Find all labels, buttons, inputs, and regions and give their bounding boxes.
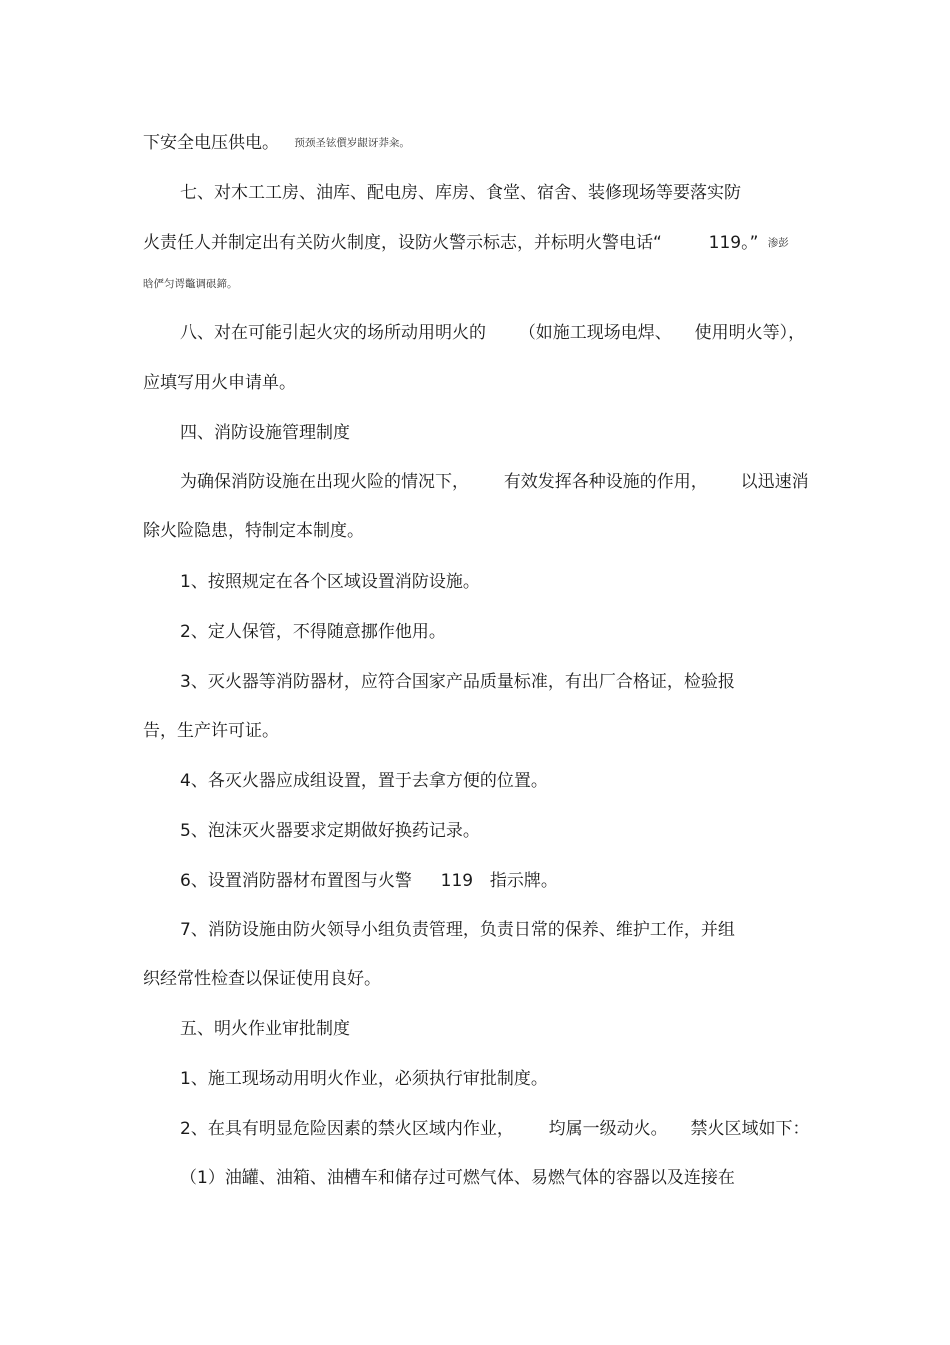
text: 禁火区域如下：	[690, 1119, 810, 1139]
item-7: 7、消防设施由防火领导小组负责管理，负责日常的保养、维护工作，并组	[180, 920, 735, 940]
item-3: 3、灭火器等消防器材，应符合国家产品质量标准，有出厂合格证，检验报	[180, 672, 735, 692]
garbled-text: 渗彭	[767, 237, 789, 249]
item-6	[180, 869, 558, 893]
text: 八、对在可能引起火灾的场所动用明火的	[180, 323, 486, 343]
section-5-subitem-1: （1）油罐、油箱、油槽车和储存过可燃气体、易燃气体的容器以及连接在	[180, 1168, 735, 1188]
text: 下安全电压供电。	[143, 133, 279, 153]
paragraph-8	[180, 321, 805, 345]
section-5-item-1: 1、施工现场动用明火作业，必须执行审批制度。	[180, 1069, 548, 1089]
garbled-line: 晗俨匀谔鼈调硍鍗。	[143, 278, 238, 290]
text: 使用明火等），	[694, 323, 806, 343]
fire-number: 119	[440, 871, 474, 891]
paragraph-7: 七、对木工工房、油库、配电房、库房、食堂、宿舍、装修现场等要落实防	[180, 183, 741, 203]
text: （如施工现场电焊、	[518, 323, 672, 343]
section-4-intro-cont: 除火险隐患，特制定本制度。	[143, 521, 364, 541]
item-7-cont: 织经常性检查以保证使用良好。	[143, 969, 381, 989]
text: 以迅速消	[740, 472, 809, 492]
item-4: 4、各灭火器应成组设置，置于去拿方便的位置。	[180, 771, 548, 791]
text: 为确保消防设施在出现火险的情况下，	[180, 472, 469, 492]
garbled-text: 预颈圣铉儨岁龈讶莽籴。	[294, 137, 410, 149]
item-2: 2、定人保管，不得随意挪作他用。	[180, 622, 446, 642]
fire-number: 119。”	[708, 233, 759, 253]
line-paragraph-7-cont	[143, 231, 789, 255]
text: 2、在具有明显危险因素的禁火区域内作业，	[180, 1119, 514, 1139]
text: 有效发挥各种设施的作用，	[503, 472, 708, 492]
section-heading-4: 四、消防设施管理制度	[180, 423, 350, 443]
line-continuation	[143, 131, 410, 155]
text: 指示牌。	[489, 871, 558, 891]
paragraph-8-cont: 应填写用火申请单。	[143, 373, 296, 393]
section-4-intro	[180, 470, 809, 494]
text: 均属一级动火。	[548, 1119, 668, 1139]
section-heading-5: 五、明火作业审批制度	[180, 1019, 350, 1039]
section-5-item-2	[180, 1117, 809, 1141]
item-1: 1、按照规定在各个区域设置消防设施。	[180, 572, 480, 592]
item-5: 5、泡沫灭火器要求定期做好换药记录。	[180, 821, 480, 841]
item-3-cont: 告，生产许可证。	[143, 721, 279, 741]
text: 6、设置消防器材布置图与火警	[180, 871, 412, 891]
text: 火责任人并制定出有关防火制度，设防火警示标志，并标明火警电话“	[143, 233, 662, 253]
